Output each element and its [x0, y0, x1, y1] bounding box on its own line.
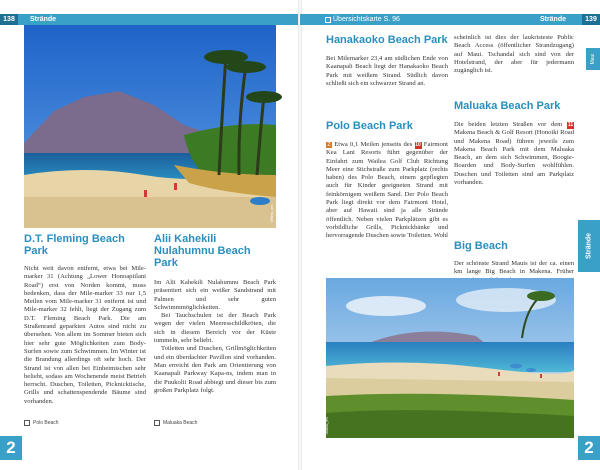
section-label-right: Strände: [539, 16, 566, 23]
article-body: scheinlich ist dies der laukristeste Public Beach Access (öffentlicher Strandzugang) auf Maui. Tschandal sich sind von der Hotelstrand, der aber für jedermann zugänglich ist.: [454, 34, 574, 75]
map-cross-reference: [325, 14, 400, 25]
article-maluaka: [454, 100, 574, 187]
xref-label: Übersichtskarte S. 96: [333, 16, 400, 23]
right-page: [300, 0, 600, 470]
text-segment: Makena Beach & Golf Resort (Honoiki Road und Makena Road) führen jeweils zum Makena Beach Park mit dem Maluaka Beach, an dem sich Schwimmen, Boogie-Boarden und Body-Surfen wohlfühlen. Duschen und Toiletten sind am Parkplatz vorhanden.: [454, 129, 574, 187]
article-body: Nicht weit davon entfernt, etwa bei Mile-marker 31 (Achtung „Lower Honoapiilani Road“) erst von Norden kommt, muss bedenken, dass der Mile-marker 33 nur 1,5 Meilen vom Mile-marker 31 entfernt ist und Mile-marker 32 fehlt, liegt der Zugang zum D.T. Fleming Beach Park. Die am Straßenrand geparkten Autos sind nicht zu übersehen. Von allem im Sommer bieten sich hier sehr gute Möglichkeiten zum Body-Surfen sowie zum Schwimmen. Im Winter ist die Brandung allerdings oft sehr hoch. Der Strand ist von allen bei Einheimischen sehr beliebt, sodass am Wochenende meist Betrieb herrscht. Duschen, Toiletten, Picknicktische, Grills und schattenspendende Bäume sind vorhanden.: [24, 265, 146, 405]
left-header-bar: [0, 14, 300, 25]
paragraph: Bei Tauchschulen ist der Beach Park wegen der vielen Meeresschildkröten, die sich in diesem Bereich vor der Küste tummeln, sehr beliebt.: [154, 312, 276, 345]
article-title: Hanakaoko Beach Park: [326, 34, 448, 46]
map-reference: [24, 420, 59, 426]
map-marker-box-icon: [154, 420, 160, 426]
side-tab-region: [586, 48, 600, 70]
paragraph: Im Alii Kahekili Nulahumnu Beach Park präsentiert sich ein weißer Sandstrand mit Palmen und sehr guten Schwimmmöglichkeiten.: [154, 279, 276, 311]
article-continued: [454, 34, 574, 75]
map-reference: [154, 420, 197, 426]
beach-photo-bottom: [326, 278, 574, 438]
location-number-badge: 10: [415, 142, 421, 148]
article-hanakaoko: [326, 34, 448, 88]
text-segment: Fairmont Kea Lani Resorts führt gegenüber der Einfahrt zum Wailea Golf Club Richtung Meer eine Stichstraße zum Parkplatz (rechts haben) des Polo Beach, einem gepflegten auch für Kinder geeigneten Strand mit feinkörnigem weißem Sand. Der Polo Beach Park liegt direkt vor dem Fairmont Hotel, aber auf Hawaii sind ja alle Strände öffentlich. Neben vielen Parkplätzen gibt es vorbildliche Grills, Picknickbänke und hervorragende Duschen sowie Toiletten. Wohl: [326, 141, 448, 240]
text-segment: Etwa 0,1 Meilen jenseits des: [334, 141, 413, 148]
photo-credit-bottom: 066mu_ms: [325, 416, 329, 434]
article-title: D.T. Fleming Beach Park: [24, 233, 125, 257]
location-number-badge: 11: [567, 122, 574, 128]
map-marker-box-icon: [24, 420, 30, 426]
article-kahekili: [154, 233, 276, 395]
article-body: [454, 121, 574, 187]
side-tab-region-label: Maui: [590, 53, 596, 65]
article-title: Big Beach: [454, 240, 508, 252]
article-body: [154, 279, 276, 395]
article-body: Der schönste Strand Mauis ist der ca. einen km lange Big Beach in Makena. Früher: [454, 260, 574, 276]
paragraph: Toiletten und Duschen, Grillmöglichkeiten und ein überdachter Pavillon sind vorhanden. Man erreicht den Park am Orientierung von Kaanapali Parkway Kapa-ns, indem man in die Puukolii Road abbiegt und dieser bis zum großen Parkplatz folgt.: [154, 345, 276, 394]
map-reference-label: Polo Beach: [33, 420, 59, 426]
article-body: Bei Milemarker 23,4 am südlichen Ende von Kaanapali Beach liegt der Hanakaoko Beach Park mit weißem Strand. Südlich davon schließt sich ein schwarzer Strand an.: [326, 55, 448, 87]
article-title: Alii Kahekili Nulahumnu Beach Park: [154, 233, 251, 269]
chapter-number-left: 2: [0, 436, 22, 460]
chapter-number-right: 2: [578, 436, 600, 460]
article-polo: [326, 120, 448, 241]
page-number-left: 138: [0, 14, 18, 25]
map-marker-box-icon: [325, 17, 331, 23]
section-label-left: Strände: [30, 16, 57, 23]
article-dt-fleming: [24, 233, 146, 406]
article-title: Polo Beach Park: [326, 120, 413, 132]
side-tab-chapter-label: Strände: [585, 232, 593, 260]
page-number-right: 139: [582, 14, 600, 25]
article-body: [326, 141, 448, 241]
article-title: Maluaka Beach Park: [454, 100, 561, 112]
text-segment: Die beiden letzten Straßen vor dem: [454, 121, 563, 128]
side-tab-chapter: [578, 220, 600, 272]
right-header-bar: [300, 14, 600, 25]
info-icon: Z: [327, 142, 331, 148]
map-reference-label: Maluaka Beach: [163, 420, 198, 426]
beach-photo-top: [24, 25, 276, 228]
photo-credit-top: 066mu_ms: [270, 204, 274, 222]
